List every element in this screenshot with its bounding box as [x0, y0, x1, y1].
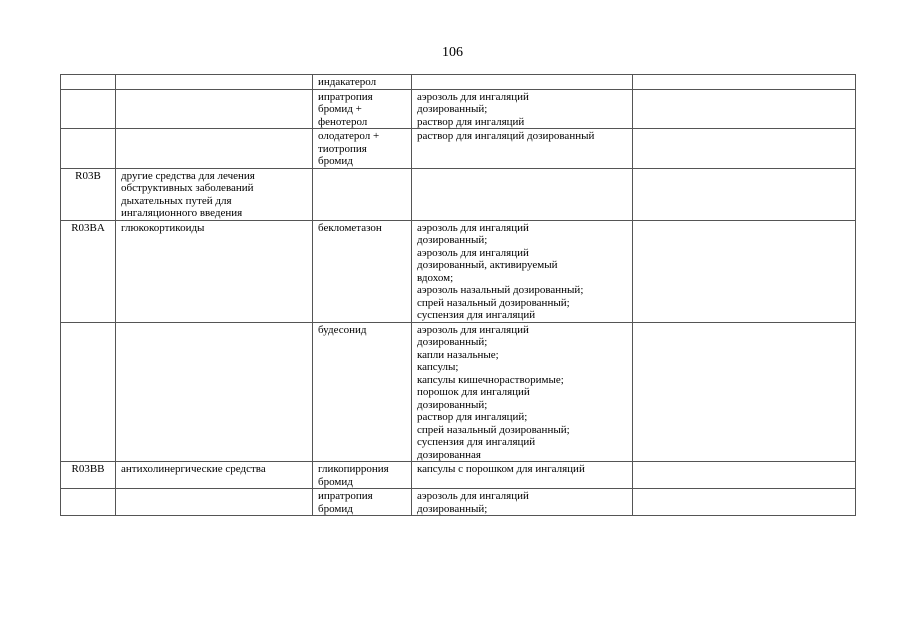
drug-name-cell: беклометазон — [313, 220, 412, 322]
group-cell: глюкокортикоиды — [116, 220, 313, 322]
group-cell — [116, 129, 313, 169]
dosage-form-cell — [412, 75, 633, 90]
dosage-form-cell — [412, 168, 633, 220]
drug-name-cell: индакатерол — [313, 75, 412, 90]
drug-name-cell: ипратропия бромид + фенотерол — [313, 89, 412, 129]
atc-code-cell: R03B — [61, 168, 116, 220]
atc-code-cell — [61, 129, 116, 169]
drug-name-cell: ипратропия бромид — [313, 489, 412, 516]
table-row — [61, 322, 856, 462]
group-cell: другие средства для лечения обструктивных заболеваний дыхательных путей для ингаляционного введения — [116, 168, 313, 220]
dosage-form-cell: аэрозоль для ингаляций дозированный; аэрозоль для ингаляций дозированный, активируемый вдохом; аэрозоль назальный дозированный; спрей назальный дозированный; суспензия для ингаляций — [412, 220, 633, 322]
dosage-form-cell: аэрозоль для ингаляций дозированный; капли назальные; капсулы; капсулы кишечнорастворимые; порошок для ингаляций дозированный; раствор для ингаляций; спрей назальный дозированный; суспензия для ингаляций дозированная — [412, 322, 633, 462]
note-cell — [633, 462, 856, 489]
group-cell — [116, 489, 313, 516]
drug-name-cell: олодатерол + тиотропия бромид — [313, 129, 412, 169]
note-cell — [633, 489, 856, 516]
table-row — [61, 489, 856, 516]
table-row — [61, 89, 856, 129]
note-cell — [633, 89, 856, 129]
table-row — [61, 168, 856, 220]
dosage-form-cell: капсулы с порошком для ингаляций — [412, 462, 633, 489]
dosage-form-cell: раствор для ингаляций дозированный — [412, 129, 633, 169]
atc-code-cell — [61, 75, 116, 90]
note-cell — [633, 129, 856, 169]
drug-table — [60, 74, 856, 516]
note-cell — [633, 168, 856, 220]
note-cell — [633, 220, 856, 322]
table-row — [61, 129, 856, 169]
atc-code-cell: R03BA — [61, 220, 116, 322]
group-cell — [116, 75, 313, 90]
atc-code-cell — [61, 89, 116, 129]
drug-name-cell: будесонид — [313, 322, 412, 462]
atc-code-cell: R03BB — [61, 462, 116, 489]
note-cell — [633, 75, 856, 90]
table-row — [61, 75, 856, 90]
dosage-form-cell: аэрозоль для ингаляций дозированный; — [412, 489, 633, 516]
drug-name-cell: гликопиррония бромид — [313, 462, 412, 489]
page-number: 106 — [442, 45, 463, 60]
group-cell: антихолинергические средства — [116, 462, 313, 489]
note-cell — [633, 322, 856, 462]
drug-name-cell — [313, 168, 412, 220]
group-cell — [116, 322, 313, 462]
group-cell — [116, 89, 313, 129]
atc-code-cell — [61, 489, 116, 516]
atc-code-cell — [61, 322, 116, 462]
dosage-form-cell: аэрозоль для ингаляций дозированный; раствор для ингаляций — [412, 89, 633, 129]
table-row — [61, 462, 856, 489]
table-row — [61, 220, 856, 322]
